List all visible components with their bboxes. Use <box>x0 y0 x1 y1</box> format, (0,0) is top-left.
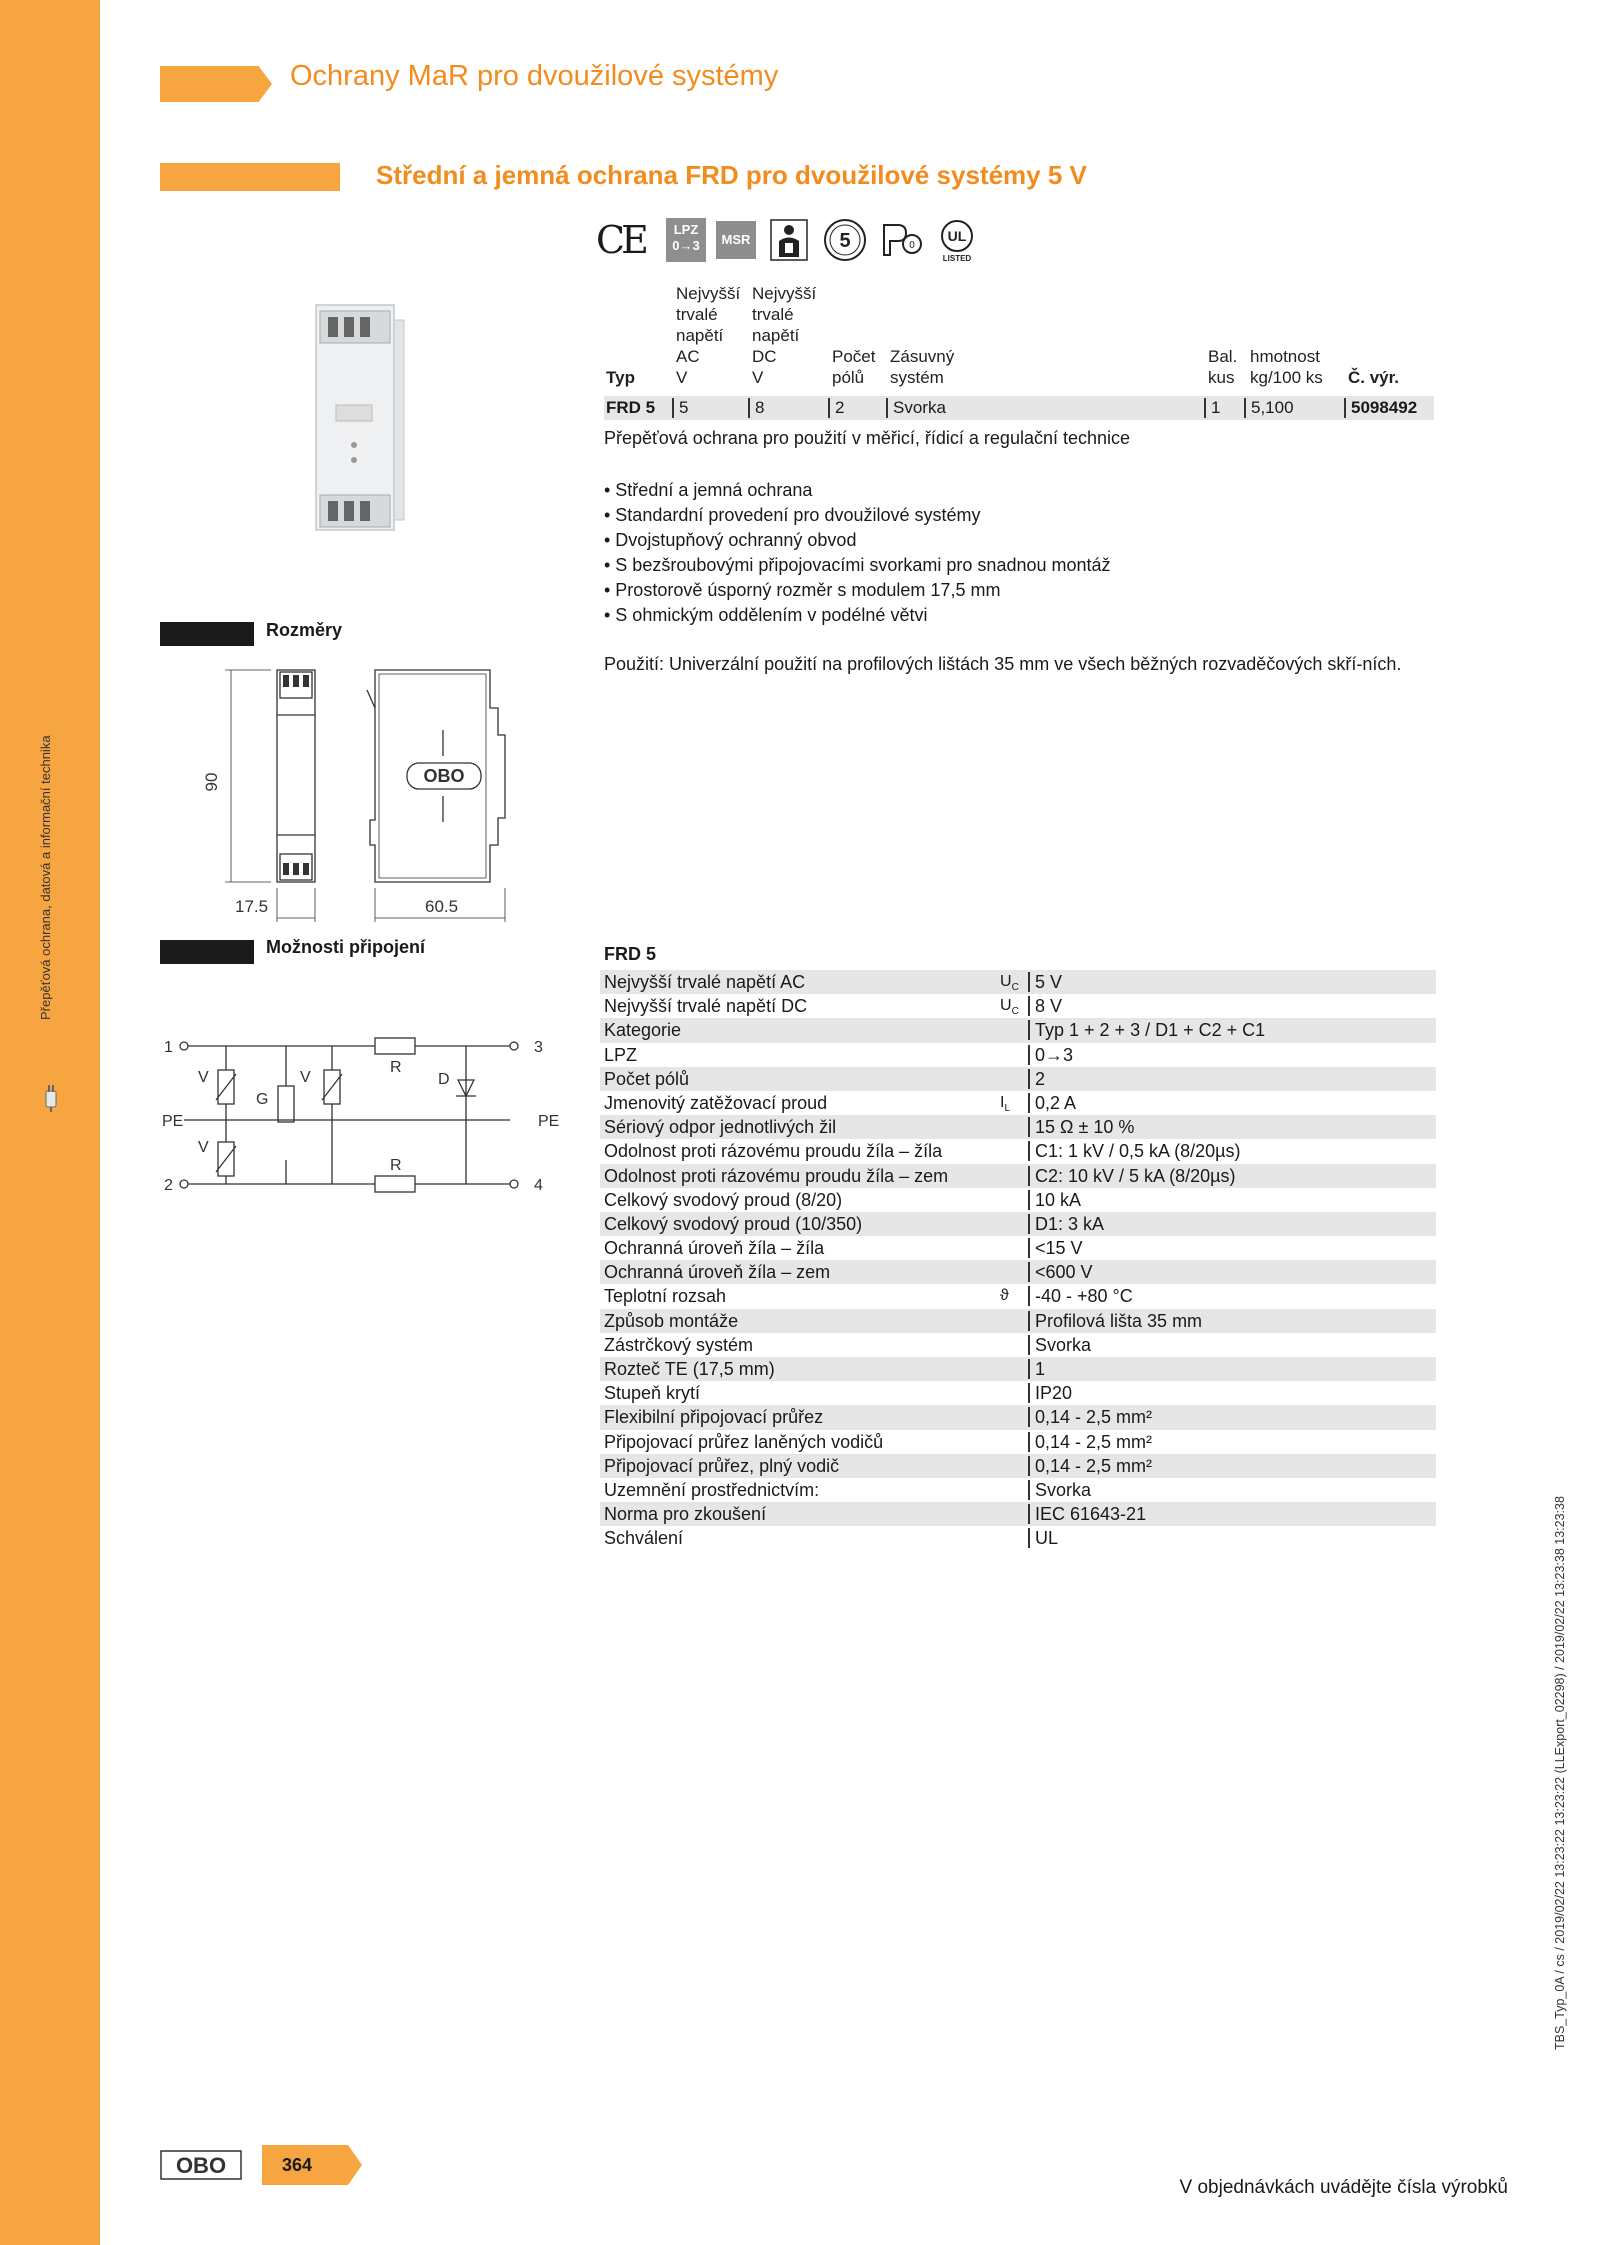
table-row <box>600 1115 1436 1139</box>
tech-value: 8 V <box>1028 996 1062 1016</box>
table-row <box>600 1309 1436 1333</box>
svg-text:0: 0 <box>909 240 915 251</box>
tech-value: 10 kA <box>1028 1190 1081 1210</box>
svg-text:17.5: 17.5 <box>235 897 269 916</box>
svg-text:V: V <box>198 1139 209 1156</box>
tech-label: Připojovací průřez, plný vodič <box>604 1455 840 1476</box>
tech-symbol: $U_C$ <box>1000 997 1019 1018</box>
list-item: • S ohmickým oddělením v podélné větvi <box>604 605 928 625</box>
spec-header-poles: Počet pólů <box>832 347 876 387</box>
spec-header-dc: Nejvyšší trvalé napětí DC V <box>752 284 817 387</box>
svg-text:3: 3 <box>534 1039 543 1056</box>
list-item: • Střední a jemná ochrana <box>604 480 813 500</box>
table-row <box>600 1236 1436 1260</box>
tech-value: C2: 10 kV / 5 kA (8/20µs) <box>1028 1166 1235 1186</box>
tech-symbol: ϑ <box>1000 1287 1009 1305</box>
tech-label: Jmenovitý zatěžovací proud <box>604 1092 828 1113</box>
page-number: 364 <box>282 2155 313 2175</box>
tech-symbol: $U_C$ <box>1000 973 1019 994</box>
ce-mark-icon: CE <box>596 218 645 262</box>
spec-cell-typ: FRD 5 <box>606 398 656 417</box>
product-title: Střední a jemná ochrana FRD pro dvoužilové systémy 5 V <box>376 160 1087 190</box>
table-row <box>600 1502 1436 1526</box>
tech-value: 0→3 <box>1028 1045 1073 1065</box>
spec-cell-article: 5098492 <box>1344 398 1417 418</box>
msr-badge: MSR <box>716 221 756 259</box>
tech-label: Celkový svodový proud (10/350) <box>604 1213 863 1234</box>
spec-cell-system: Svorka <box>886 398 946 418</box>
tech-value: UL <box>1028 1528 1058 1548</box>
list-item: • Dvojstupňový ochranný obvod <box>604 530 857 550</box>
svg-text:5: 5 <box>839 230 851 252</box>
tech-label: Způsob montáže <box>604 1310 739 1331</box>
svg-text:PE: PE <box>538 1113 560 1130</box>
svg-text:90: 90 <box>202 772 221 792</box>
tech-value: Profilová lišta 35 mm <box>1028 1311 1202 1331</box>
tech-label: Norma pro zkoušení <box>604 1504 767 1525</box>
tech-label: Flexibilní připojovací průřez <box>604 1407 824 1428</box>
tech-symbol: $I_L$ <box>1000 1093 1011 1115</box>
table-row <box>600 1333 1436 1357</box>
spec-header-system: Zásuvný systém <box>890 347 955 387</box>
tech-value: 15 Ω ± 10 % <box>1028 1117 1134 1137</box>
product-title-bar <box>160 163 340 191</box>
tech-value: 0,14 - 2,5 mm² <box>1028 1456 1152 1476</box>
table-row <box>600 1526 1436 1550</box>
tech-label: Stupeň krytí <box>604 1383 701 1404</box>
tech-label: Odolnost proti rázovému proudu žíla – žíla <box>604 1141 943 1162</box>
spec-cell-dc: 8 <box>748 398 764 418</box>
spec-header-pack: Bal. kus <box>1208 347 1238 387</box>
table-row <box>600 1212 1436 1236</box>
table-row <box>600 1043 1436 1067</box>
feature-list <box>604 478 1111 628</box>
svg-text:R: R <box>390 1157 402 1174</box>
svg-text:UL: UL <box>947 228 967 244</box>
plug-icon <box>42 1083 60 1113</box>
table-row <box>600 970 1436 994</box>
table-row <box>600 1139 1436 1163</box>
dimensions-bar <box>160 622 254 646</box>
tech-value: 0,2 A <box>1028 1093 1076 1113</box>
dimensions-title: Rozměry <box>266 620 343 640</box>
spec-cell-weight: 5,100 <box>1244 398 1294 418</box>
product-photo <box>306 295 416 545</box>
tech-label: Nejvyšší trvalé napětí DC <box>604 996 808 1017</box>
tech-label: Odolnost proti rázovému proudu žíla – zem <box>604 1165 949 1186</box>
certification-icons <box>596 216 980 264</box>
svg-text:R: R <box>390 1059 402 1076</box>
tech-label: Sériový odpor jednotlivých žil <box>604 1117 837 1138</box>
svg-text:60.5: 60.5 <box>425 897 459 916</box>
tech-label: Počet pólů <box>604 1068 690 1089</box>
tech-label: Kategorie <box>604 1020 682 1041</box>
list-item: • Prostorově úsporný rozměr s modulem 17,5 mm <box>604 580 1001 600</box>
product-description: Přepěťová ochrana pro použití v měřicí, řídicí a regulační technice <box>604 428 1131 448</box>
obo-logo <box>160 2150 242 2180</box>
svg-text:V: V <box>198 1069 209 1086</box>
spec-header-weight: hmotnost kg/100 ks <box>1250 347 1323 387</box>
tech-label: Ochranná úroveň žíla – zem <box>604 1262 831 1283</box>
tech-value: IP20 <box>1028 1383 1072 1403</box>
tech-data-table <box>600 970 1436 1551</box>
spec-header-article: Č. výr. <box>1348 368 1400 387</box>
table-row <box>600 1430 1436 1454</box>
table-row <box>600 1260 1436 1284</box>
spec-header-ac: Nejvyšší trvalé napětí AC V <box>676 284 741 387</box>
table-row <box>600 1284 1436 1308</box>
tech-value: -40 - +80 °C <box>1028 1286 1133 1306</box>
table-row <box>600 1067 1436 1091</box>
table-row <box>600 1405 1436 1429</box>
connection-title: Možnosti připojení <box>266 937 425 957</box>
tech-label: Zástrčkový systém <box>604 1334 754 1355</box>
table-row <box>600 1478 1436 1502</box>
footer-note: V objednávkách uvádějte čísla výrobků <box>1179 2177 1508 2198</box>
svg-text:LISTED: LISTED <box>942 254 972 263</box>
lpz-badge: LPZ 0→3 <box>666 218 706 262</box>
tech-label: LPZ <box>604 1044 638 1065</box>
page-title: Ochrany MaR pro dvoužilové systémy <box>290 60 779 92</box>
tech-value: 5 V <box>1028 972 1062 992</box>
document-code: TBS_Typ_0A / cs / 2019/02/22 13:23:22 13:23:22 (LLExport_02298) / 2019/02/22 13:23:38 13:23:38 <box>1553 1496 1567 2050</box>
tech-label: Ochranná úroveň žíla – žíla <box>604 1238 825 1259</box>
table-row <box>600 994 1436 1018</box>
tech-label: Teplotní rozsah <box>604 1286 727 1307</box>
sidebar-strip <box>0 0 100 2245</box>
tech-label: Uzemnění prostřednictvím: <box>604 1479 820 1500</box>
svg-text:4: 4 <box>534 1177 543 1194</box>
table-row <box>600 1188 1436 1212</box>
vde-icon <box>878 217 924 263</box>
tech-value: Svorka <box>1028 1480 1091 1500</box>
table-row <box>600 1164 1436 1188</box>
svg-text:OBO: OBO <box>175 2153 227 2178</box>
svg-text:1: 1 <box>164 1039 173 1056</box>
spec-cell-ac: 5 <box>672 398 688 418</box>
list-item: • S bezšroubovými připojovacími svorkami pro snadnou montáž <box>604 555 1111 575</box>
tech-value: Typ 1 + 2 + 3 / D1 + C2 + C1 <box>1028 1020 1265 1040</box>
dimension-drawing <box>195 660 530 925</box>
svg-text:2: 2 <box>164 1177 173 1194</box>
installer-icon <box>766 217 812 263</box>
sidebar-vertical-text: Přepěťová ochrana, datová a informační technika <box>38 735 53 1020</box>
tech-value: 1 <box>1028 1359 1045 1379</box>
spec-cell-pack: 1 <box>1204 398 1220 418</box>
tech-label: Schválení <box>604 1528 684 1549</box>
tech-data-title: FRD 5 <box>604 944 657 964</box>
tech-value: D1: 3 kA <box>1028 1214 1104 1234</box>
tech-value: C1: 1 kV / 0,5 kA (8/20µs) <box>1028 1141 1240 1161</box>
tech-value: <600 V <box>1028 1262 1093 1282</box>
tech-label: Celkový svodový proud (8/20) <box>604 1189 843 1210</box>
tech-value: IEC 61643-21 <box>1028 1504 1146 1524</box>
tech-label: Nejvyšší trvalé napětí AC <box>604 972 806 992</box>
spec-header-typ: Typ <box>606 368 635 387</box>
tech-value: 0,14 - 2,5 mm² <box>1028 1407 1152 1427</box>
tech-value: Svorka <box>1028 1335 1091 1355</box>
table-row <box>600 1381 1436 1405</box>
table-row <box>600 1091 1436 1115</box>
ul-listed-icon <box>934 217 980 263</box>
tech-value: 2 <box>1028 1069 1045 1089</box>
connection-bar <box>160 940 254 964</box>
svg-text:OBO: OBO <box>423 766 465 786</box>
usage-text: Použití: Univerzální použití na profilových lištách 35 mm ve všech běžných rozvaděčových skří-ních. <box>604 654 1402 674</box>
five-year-icon <box>822 217 868 263</box>
tech-label: Rozteč TE (17,5 mm) <box>604 1359 775 1379</box>
svg-text:V: V <box>300 1069 311 1086</box>
circuit-diagram <box>160 1020 580 1205</box>
table-row <box>600 1357 1436 1381</box>
list-item: • Standardní provedení pro dvoužilové systémy <box>604 505 981 525</box>
tech-label: Připojovací průřez laněných vodičů <box>604 1431 884 1452</box>
svg-text:PE: PE <box>162 1113 184 1130</box>
svg-text:G: G <box>256 1091 269 1108</box>
spec-cell-poles: 2 <box>828 398 844 418</box>
svg-text:D: D <box>438 1071 450 1088</box>
tech-value: 0,14 - 2,5 mm² <box>1028 1432 1152 1452</box>
table-row <box>600 1018 1436 1042</box>
table-row <box>600 1454 1436 1478</box>
header-tab <box>160 66 272 102</box>
tech-value: <15 V <box>1028 1238 1083 1258</box>
spec-row-bg <box>604 396 1434 420</box>
